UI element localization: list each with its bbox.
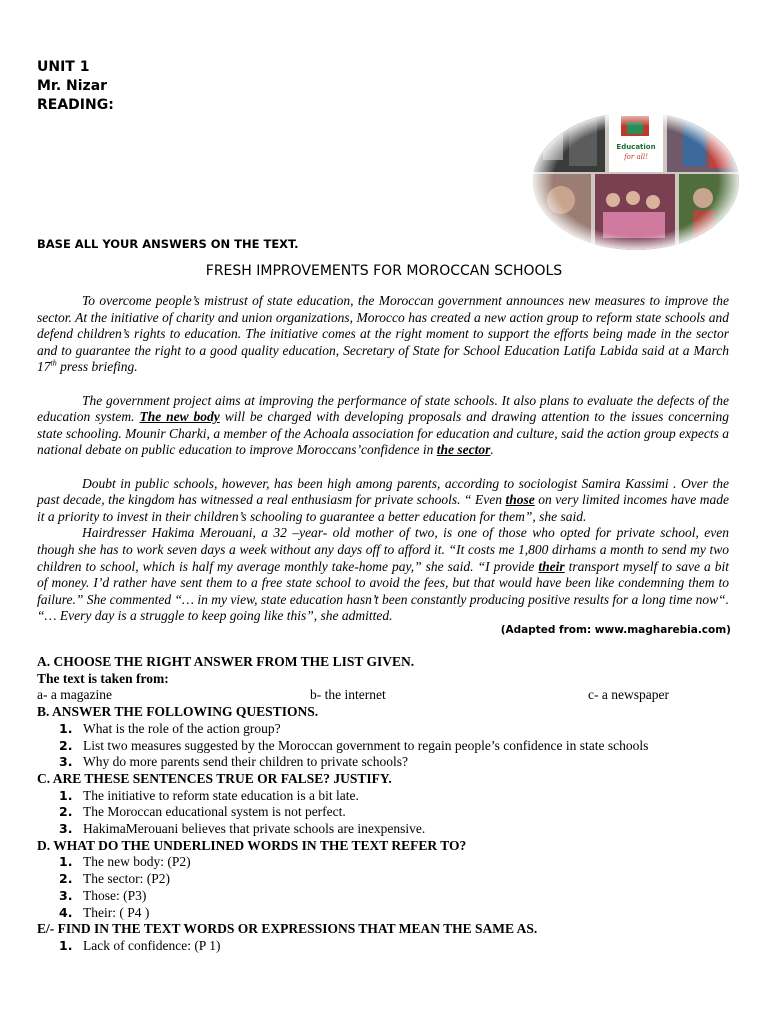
- section-c-heading: C. ARE THESE SENTENCES TRUE OR FALSE? JUSTIFY.: [37, 770, 392, 786]
- questions-section: [37, 654, 737, 955]
- underlined-the-new-body: The new body: [139, 409, 220, 425]
- section-e-list: [37, 938, 737, 955]
- section-c-list: [37, 788, 737, 838]
- section-b-list: [37, 721, 737, 771]
- unit-label: UNIT 1: [37, 59, 90, 75]
- list-item: 3. HakimaMerouani believes that private schools are inexpensive.: [59, 821, 426, 837]
- list-item: 4. Their: ( P4 ): [59, 904, 150, 920]
- section-label: READING:: [37, 97, 114, 113]
- source-credit: (Adapted from: www.magharebia.com): [500, 624, 731, 636]
- education-collage-image: [533, 112, 739, 250]
- section-b-heading: B. ANSWER THE FOLLOWING QUESTIONS.: [37, 704, 319, 720]
- list-item: 1. The initiative to reform state education is a bit late.: [59, 787, 359, 803]
- list-item: 1. Lack of confidence: (P 1): [59, 937, 221, 953]
- paragraph-4: Hairdresser Hakima Merouani, a 32 –year- old mother of two, is one of those who opted for private school, even though she has to work seven days a week without any days off to afford it. “It costs me 1,800 dirhams a month to send my two children to school, which is half my average monthly take-home pay,” she said. “I provide their transport myself to save a bit of money. I’d rather have sent them to a free state school to avoid the fees, but that would have been like condemning them to failure.” She commented “… in my view, state education hasn’t been constantly producing positive results for a long time now“. “… Every day is a struggle to keep going like this”, she admitted.: [37, 525, 729, 624]
- section-e-heading: E/- FIND IN THE TEXT WORDS OR EXPRESSIONS THAT MEAN THE SAME AS.: [37, 921, 538, 937]
- choice-a: a- a magazine: [37, 687, 112, 703]
- underlined-the-sector: the sector: [436, 442, 491, 458]
- worksheet-header: [37, 58, 114, 115]
- section-d-list: [37, 854, 737, 921]
- article-title: FRESH IMPROVEMENTS FOR MOROCCAN SCHOOLS: [205, 263, 563, 279]
- list-item: 1. What is the role of the action group?: [59, 720, 281, 736]
- paragraph-1: To overcome people’s mistrust of state education, the Moroccan government announces new measures to improve the sector. At the initiative of charity and union organizations, Morocco has created a new action group to reform state schools and defend children’s rights to education. The initiative comes at the right moment to support the efforts being made in the sector and to guarantee the right to a good quality education, Secretary of State for School Education Latifa Labida said at a March 17th press briefing.: [37, 293, 729, 375]
- underlined-their: their: [538, 558, 565, 574]
- list-item: 3. Why do more parents send their children to private schools?: [59, 754, 409, 770]
- section-d-heading: D. WHAT DO THE UNDERLINED WORDS IN THE TEXT REFER TO?: [37, 837, 467, 853]
- section-a-heading: A. CHOOSE THE RIGHT ANSWER FROM THE LIST GIVEN.: [37, 654, 415, 669]
- teacher-name: Mr. Nizar: [37, 78, 108, 94]
- list-item: 1. The new body: (P2): [59, 854, 191, 870]
- instruction-text: BASE ALL YOUR ANSWERS ON THE TEXT.: [37, 237, 299, 251]
- section-a-prompt: The text is taken from:: [37, 670, 169, 686]
- article-body: [37, 293, 729, 625]
- list-item: 2. The Moroccan educational system is not perfect.: [59, 804, 346, 820]
- list-item: 2. The sector: (P2): [59, 871, 170, 887]
- paragraph-2: The government project aims at improving the performance of state schools. It also plans to evaluate the defects of the education system. The new body will be charged with developing proposals and drawing attention to the issues concerning state schooling. Mounir Charki, a member of the Achoala association for education and culture, said the action group expects a national debate on public education to improve Moroccans’confidence in the sector.: [37, 392, 729, 458]
- answer-choices: [37, 687, 737, 704]
- underlined-those: those: [505, 492, 535, 508]
- list-item: 3. Those: (P3): [59, 887, 147, 903]
- choice-b: b- the internet: [310, 687, 386, 703]
- choice-c: c- a newspaper: [588, 687, 669, 703]
- list-item: 2. List two measures suggested by the Moroccan government to regain people’s confidence in state schools: [59, 737, 649, 753]
- paragraph-3: Doubt in public schools, however, has been high among parents, according to sociologist Samira Kassimi . Over the past decade, the kingdom has witnessed a real enthusiasm for private schools. “ Even those on very limited incomes have made it a priority to invest in their children’s schooling to guarantee a better education for them”, she said.: [37, 475, 729, 524]
